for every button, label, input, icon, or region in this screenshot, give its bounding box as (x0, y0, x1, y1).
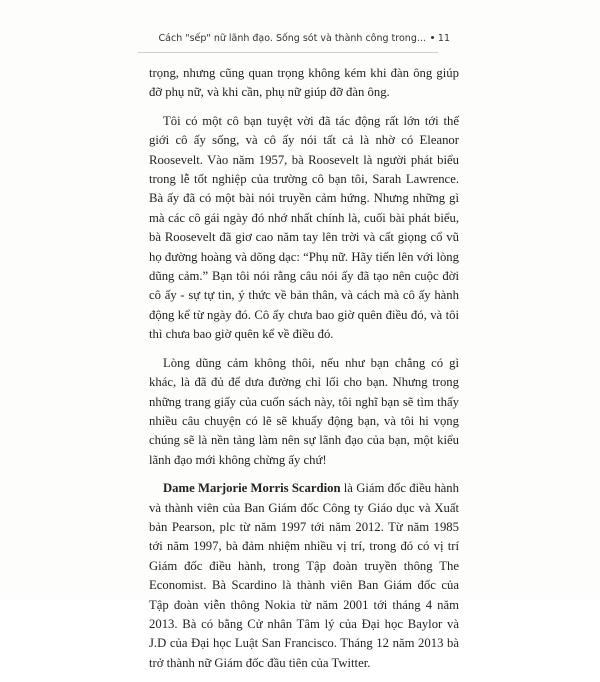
body-text (149, 64, 459, 682)
bullet-separator-icon (431, 36, 434, 39)
running-title: Cách "sếp" nữ lãnh đạo. Sống sót và thành công trong... (158, 33, 426, 44)
page-number: 11 (437, 33, 450, 44)
paragraph-continued: trọng, nhưng cũng quan trọng không kém khi đàn ông giúp đỡ phụ nữ, và khi cần, phụ nữ giúp đỡ đàn ông. (149, 66, 459, 100)
author-name: Dame Marjorie Morris Scardion (163, 481, 341, 496)
header-rule (138, 52, 438, 53)
author-bio (149, 479, 459, 673)
paragraph-roosevelt: Tôi có một cô bạn tuyệt vời đã tác động rất lớn tới thế giới cô ấy sống, và cô ấy nói tất cả là nhờ có Eleanor Roosevelt. Vào năm 1957, bà Roosevelt là người phát biểu trong lễ tốt nghiệp của trường cô bạn tôi, Sarah Lawrence. Bà ấy đã có một bài nói truyền cảm hứng. Nhưng những gì mà các cô gái ngày đó nhớ nhất chính là, cuối bài phát biểu, bà Roosevelt đã giơ cao năm tay lên trời và cất giọng cổ vũ họ đường hoàng và dõng dạc: “Phụ nữ. Hãy tiến lên với lòng dũng cảm.” Bạn tôi nói rằng câu nói ấy đã tạo nên cuộc đời cô ấy - sự tự tin, ý thức về bản thân, và cách mà cô ấy hành động kể từ ngày đó. Cô ấy chưa bao giờ quên điều đó, và tôi thì chưa bao giờ quên kể về điều đó. (149, 113, 459, 342)
paragraph-courage: Lòng dũng cảm không thôi, nếu như bạn chẳng có gì khác, là đã đủ để dưa đường chỉ lối cho bạn. Nhưng trong những trang giấy của cuốn sách này, tôi nghĩ bạn sẽ tìm thấy nhiều câu chuyện có lẽ sẽ khuấy động bạn, và tôi hi vọng chúng sẽ là nền tảng làm nên sự lãnh đạo của bạn, một kiểu lãnh đạo mới không chừng ấy chứ! (149, 355, 459, 467)
author-bio-text: là Giám đốc điều hành và thành viên của Ban Giám đốc Công ty Giáo dục và Xuất bản Pearson, plc từ năm 1997 tới năm 2012. Từ năm 1985 tới năm 1997, bà đảm nhiệm nhiều vị trí, trong đó có vị trí Giám đốc điều hành, trong Tập đoàn truyền thông The Economist. Bà Scardino là thành viên Ban Giám đốc của Tập đoàn viễn thông Nokia từ năm 2001 tới tháng 4 năm 2013. Bà có bằng Cử nhân Tâm lý của Đại học Baylor và J.D của Đại học Luật San Francisco. Tháng 12 năm 2013 bà trở thành nữ Giám đốc đầu tiên của Twitter. (149, 481, 459, 670)
running-header (159, 33, 450, 44)
